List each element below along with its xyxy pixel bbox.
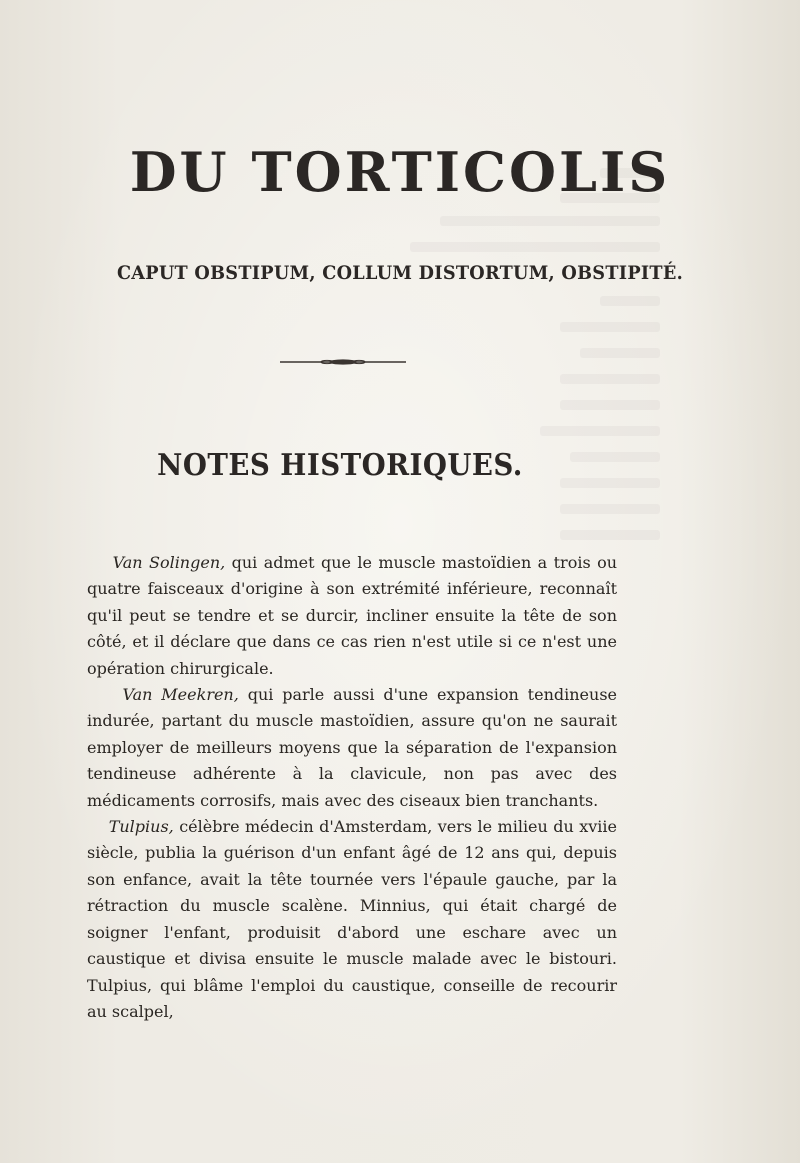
paragraph-text: qui admet que le muscle mastoïdien a trois ou quatre faisceaux d'origine à son extrémité inférieure, reconnaît qu'il peut se tendre et se durcir, incliner ensuite la tête de son côté, et il déclare que dans ce cas rien n'est utile si ce n'est une opération chirurgicale. — [87, 553, 618, 678]
author-name: Van Meekren, — [122, 685, 239, 705]
section-heading: NOTES HISTORIQUES. — [157, 448, 523, 483]
author-name: Tulpius, — [108, 817, 174, 837]
paragraph-tulpius — [87, 814, 617, 1025]
page-subtitle: CAPUT OBSTIPUM, COLLUM DISTORTUM, OBSTIPITÉ. — [116, 262, 684, 284]
ornamental-rule-icon — [280, 356, 406, 368]
body-text — [87, 550, 617, 1025]
paragraph-van-solingen — [87, 550, 617, 682]
paragraph-text: célèbre médecin d'Amsterdam, vers le milieu du xviie siècle, publia la guérison d'un enfant âgé de 12 ans qui, depuis son enfance, avait la tête tournée vers l'épaule gauche, par la rétraction du muscle scalène. Minnius, qui était chargé de soigner l'enfant, produisit d'abord une eschare avec un caustique et divisa ensuite le muscle malade avec le bistouri. Tulpius, qui blâme l'emploi du caustique, conseille de recourir au scalpel, — [87, 817, 617, 1021]
page-title: DU TORTICOLIS — [129, 140, 671, 204]
author-name: Van Solingen, — [112, 553, 226, 572]
paragraph-van-meekren — [87, 682, 617, 814]
paragraph-text: qui parle aussi d'une expansion tendineuse indurée, partant du muscle mastoïdien, assure qu'on ne saurait employer de meilleurs moyens que la séparation de l'expansion tendineuse adhérente à la clavicule, non pas avec des médicaments corrosifs, mais avec des ciseaux bien tranchants. — [87, 685, 618, 810]
